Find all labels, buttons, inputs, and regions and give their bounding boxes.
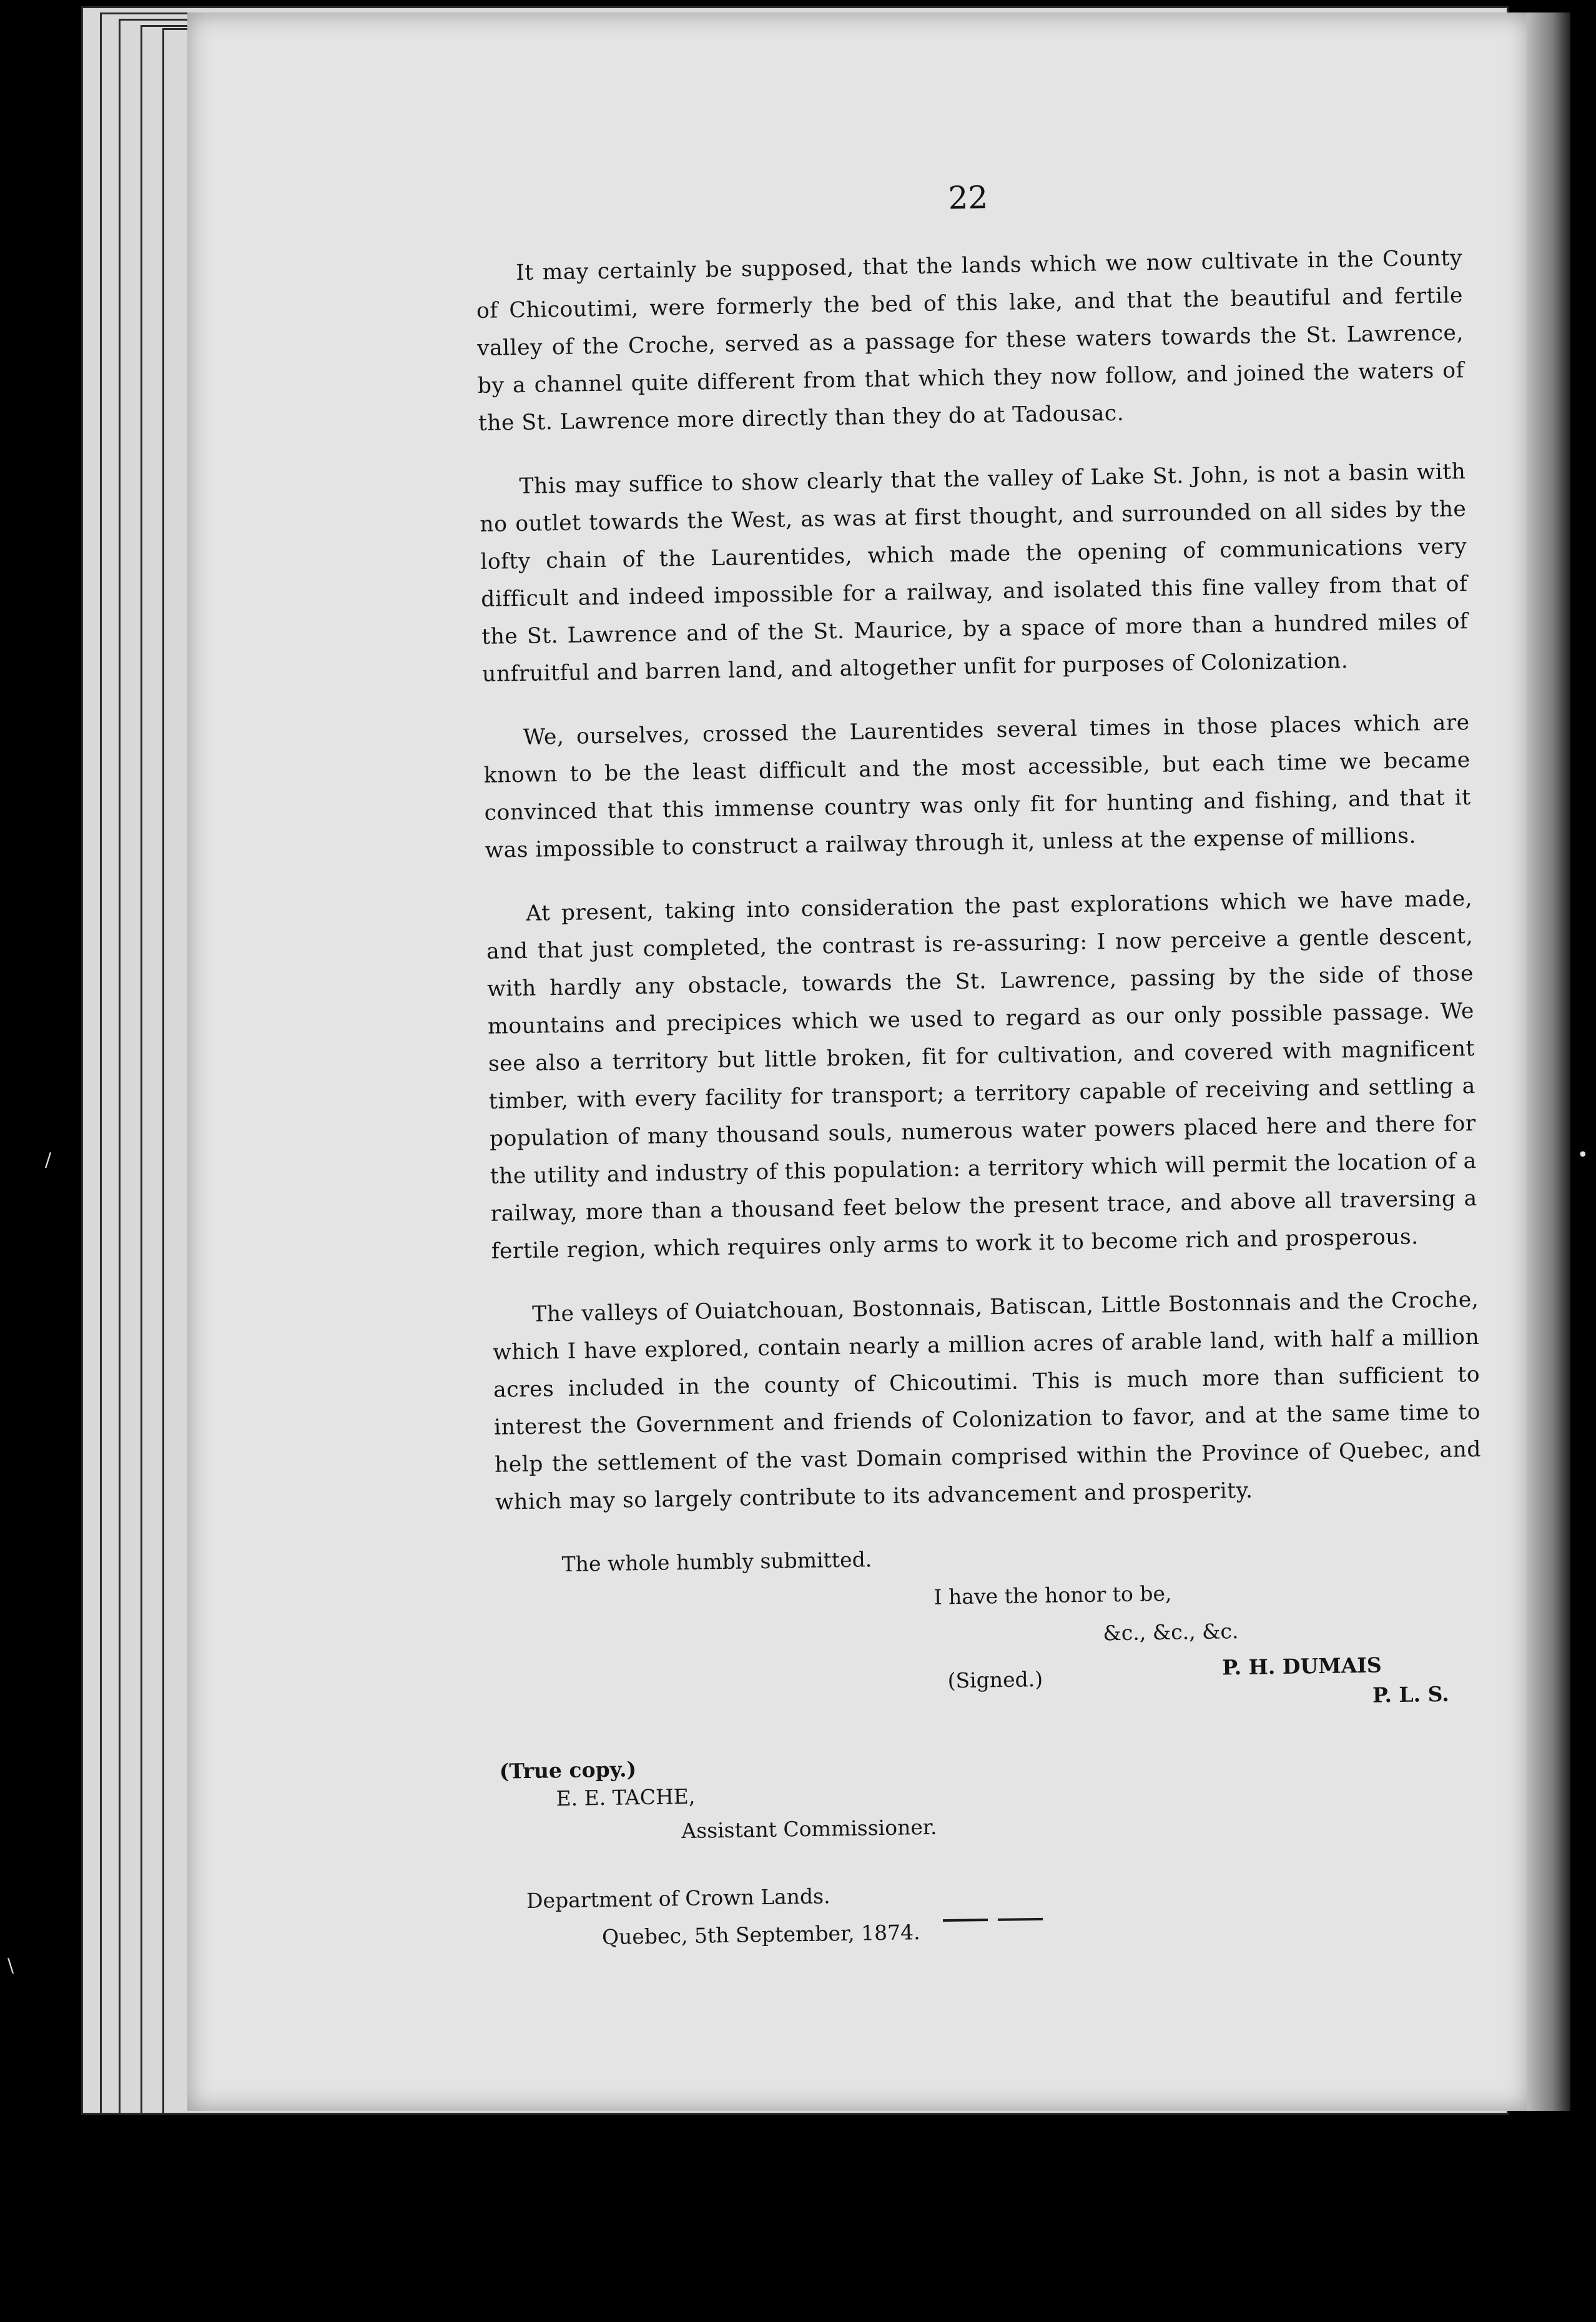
- signer-title: P. L. S.: [1372, 1681, 1450, 1707]
- scan-speck: /: [45, 1149, 52, 1171]
- page-gutter-shadow: [1527, 12, 1570, 2111]
- paragraph-3: We, ourselves, crossed the Laurentides several times in those places which are known to be the least difficult and the most accessible, but each time we became convinced that this immense country was only fit for hunting and fishing, and that it was impossible to construct a railway through it, unless at the expense of millions.: [483, 710, 1471, 863]
- paragraph-5: The valleys of Ouiatchouan, Bostonnais, Batiscan, Little Bostonnais and the Croche, which I have explored, contain nearly a million acres of arable land, with half a million acres included in the county of Chicoutimi. This is much more than sufficient to interest the Government and friends of Colonization to favor, and at the same time to help the settlement of the vast Domain comprised within the Province of Quebec, and which may so largely contribute to its advancement and prosperity.: [492, 1287, 1482, 1515]
- scan-speck: •: [1577, 1144, 1589, 1166]
- submitted-line: The whole humbly submitted.: [561, 1547, 872, 1577]
- true-copy-label: (True copy.): [499, 1757, 637, 1784]
- place-date-line: Quebec, 5th September, 1874.: [601, 1920, 920, 1950]
- page-content: [475, 172, 1494, 2321]
- paragraph-4: At present, taking into consideration the past explorations which we have made, and that just completed, the contrast is re-assuring: I now perceive a gentle descent, with hardly any obstacle, towards the St. Lawrence, passing by the side of those mountains and precipices which we used to regard as our only possible passage. We see also a territory but little broken, fit for cultivation, and covered with magnificent timber, with every facility for transport; a territory capable of receiving and settling a population of many thousand souls, numerous water powers placed here and there for the utility and industry of this population: a territory which will permit the location of a railway, more than a thousand feet below the present trace, and above all traversing a fertile region, which requires only arms to work it to become rich and prosperous.: [486, 886, 1477, 1264]
- etc-line: &c., &c., &c.: [1103, 1619, 1239, 1646]
- signed-label: (Signed.): [947, 1667, 1043, 1693]
- signer-name: P. H. DUMAIS: [1222, 1653, 1382, 1680]
- department-line: Department of Crown Lands.: [526, 1884, 830, 1914]
- copy-signer-title: Assistant Commissioner.: [681, 1814, 937, 1844]
- page-number: 22: [948, 179, 988, 217]
- copy-signer-name: E. E. TACHE,: [556, 1784, 696, 1811]
- honor-line: I have the honor to be,: [933, 1581, 1172, 1609]
- closing-block: [496, 1532, 1494, 2322]
- scan-speck: \: [7, 1955, 14, 1977]
- paragraph-2: This may suffice to show clearly that the valley of Lake St. John, is not a basin with no outlet towards the West, as was at first thought, and surrounded on all sides by the lofty chain of the Laurentides, which made the opening of communications very difficult and indeed impossible for a railway, and isolated this fine valley from that of the St. Lawrence and of the St. Maurice, by a space of more than a hundred miles of unfruitful and barren land, and altogether unfit for purposes of Colonization.: [480, 459, 1469, 687]
- paragraph-1: It may certainly be supposed, that the lands which we now cultivate in the County of Chicoutimi, were formerly the bed of this lake, and that the beautiful and fertile valley of the Croche, served as a passage for these waters towards the St. Lawrence, by a channel quite different from that which they now follow, and joined the waters of the St. Lawrence more directly than they do at Tadousac.: [476, 245, 1465, 436]
